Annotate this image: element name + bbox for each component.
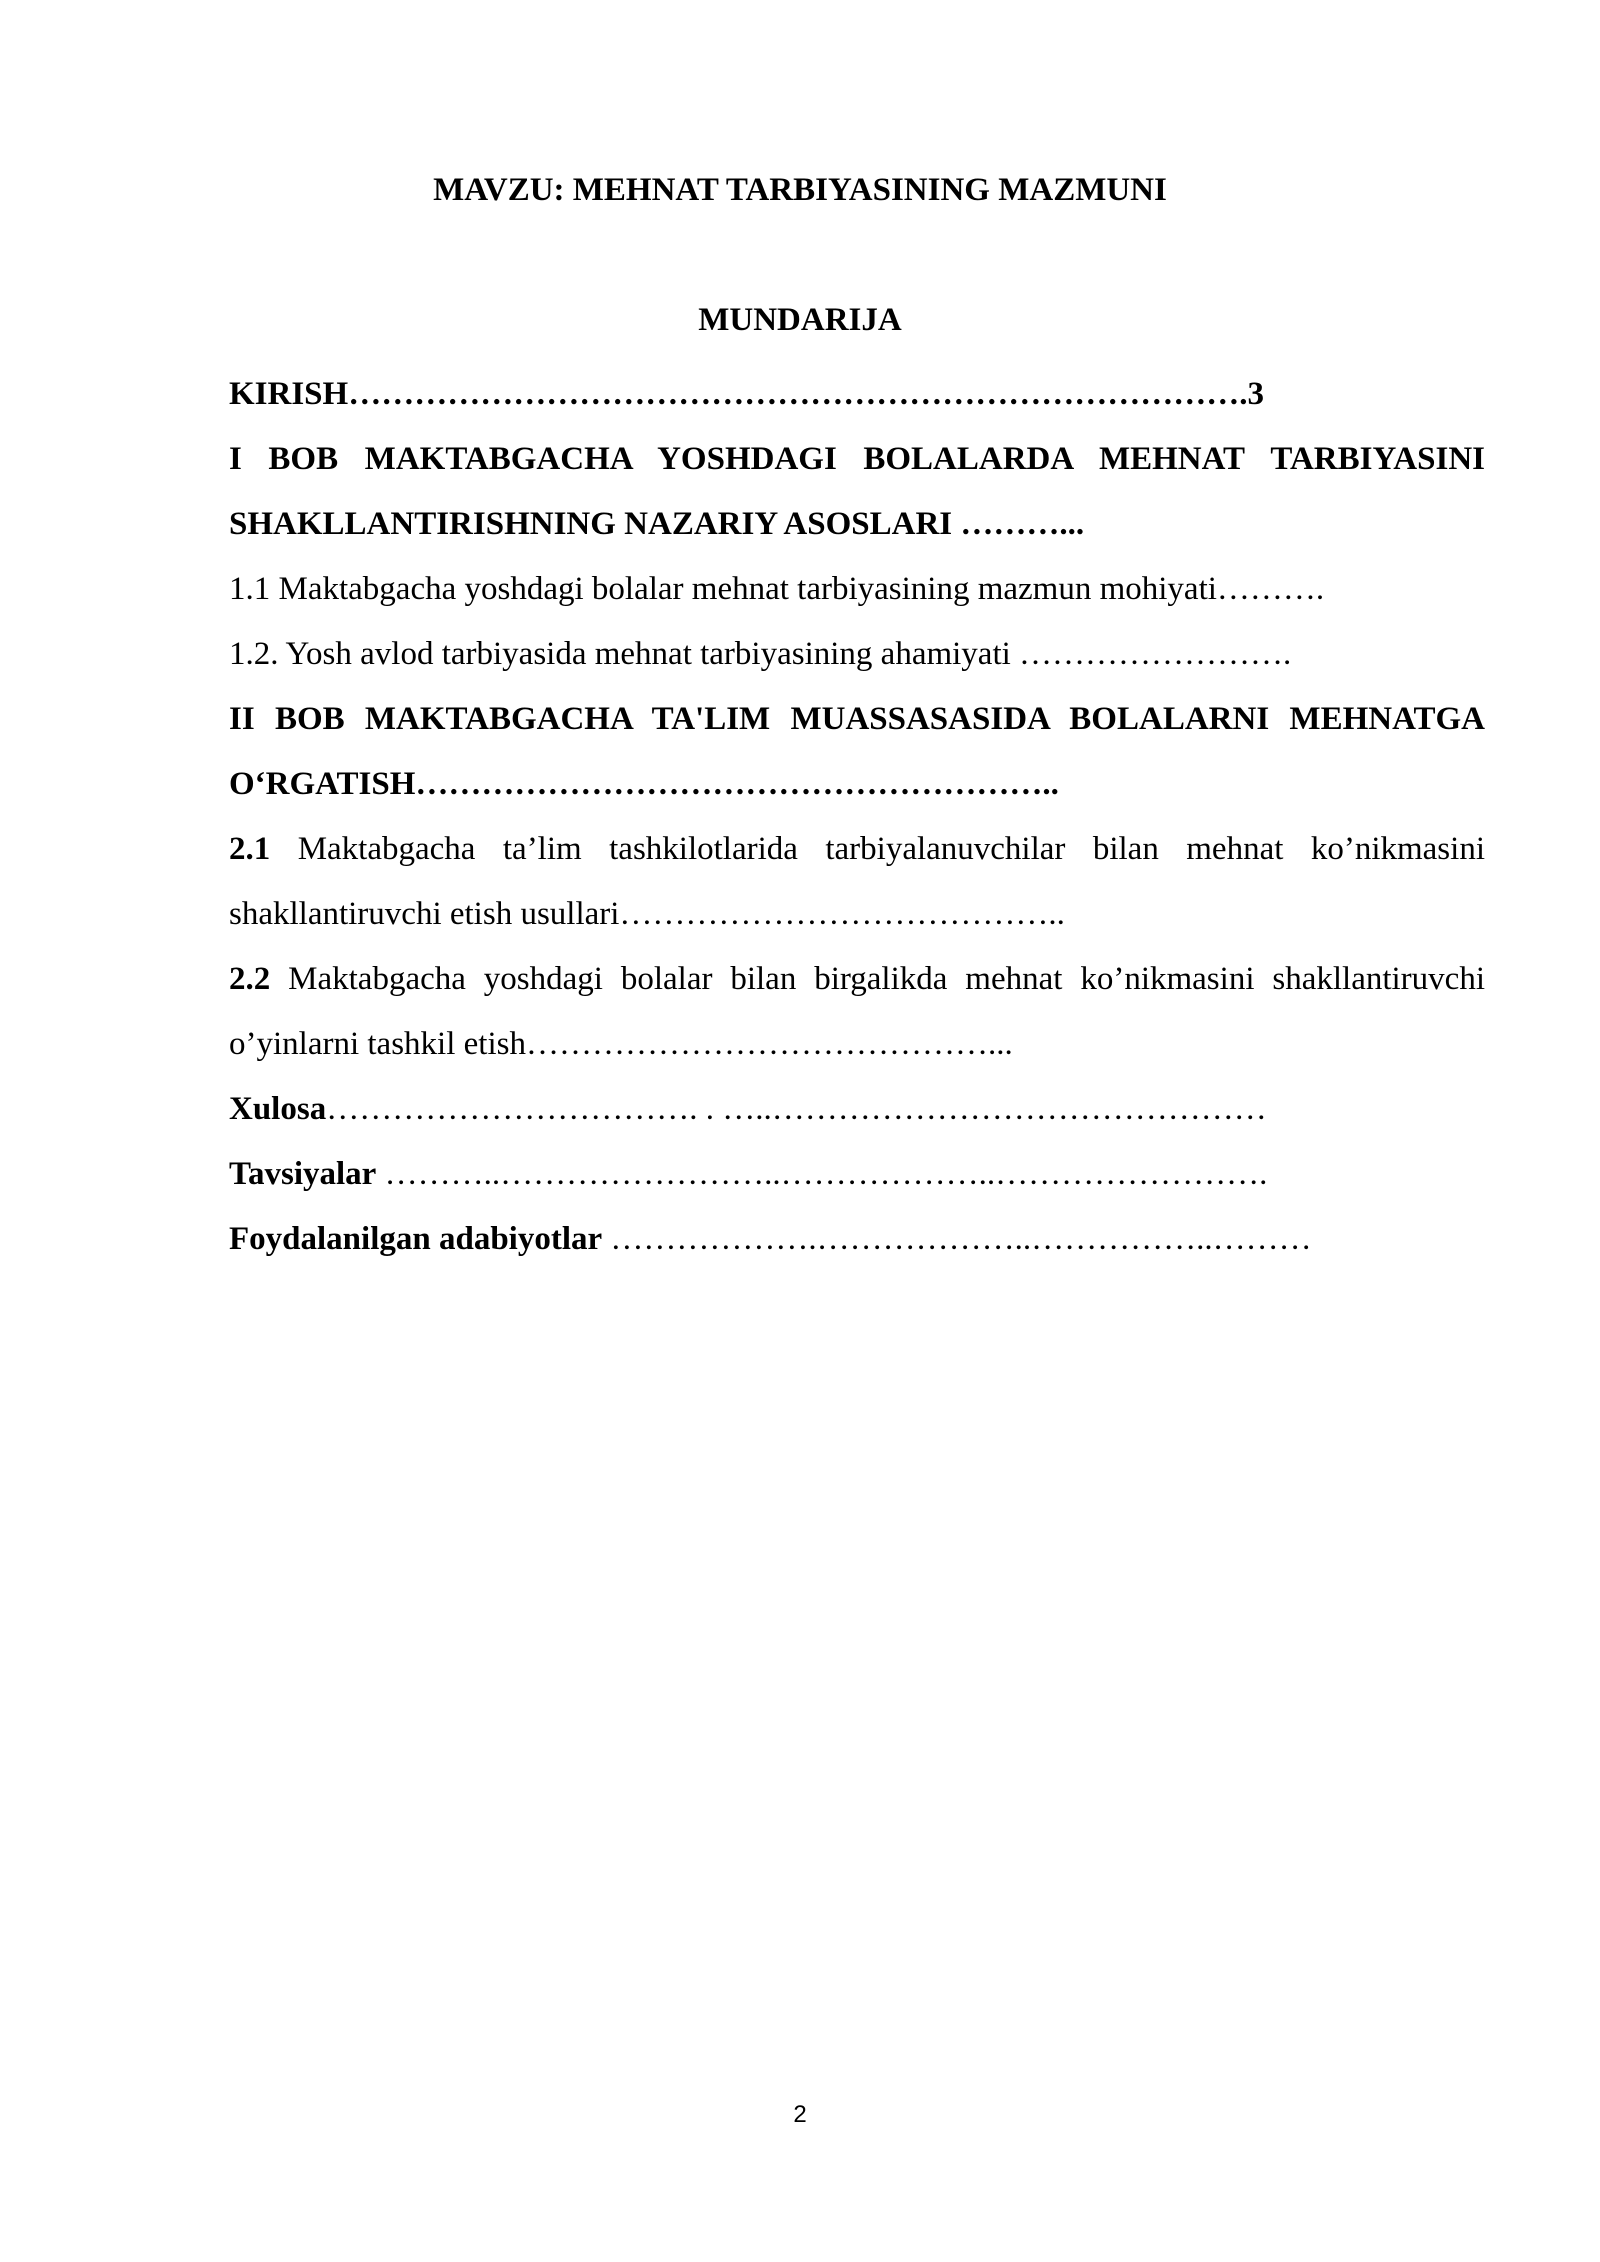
toc-heading: MUNDARIJA	[698, 302, 902, 338]
toc-entry-chapter-1: I BOB MAKTABGACHA YOSHDAGI BOLALARDA MEHNAT TARBIYASINI SHAKLLANTIRISHNING NAZARIY ASOSLARI ………...	[229, 441, 1485, 542]
entry-label: Xulosa	[229, 1091, 327, 1127]
toc-entry-section-2-2	[229, 947, 1485, 1077]
toc-entry-foydalanilgan-adabiyotlar	[229, 1207, 1485, 1272]
entry-leader-dots: ……………….………………..……………..………	[602, 1221, 1312, 1257]
entry-leader-dots: ………..……………………..………………..…………………….	[376, 1156, 1268, 1192]
toc-entry-chapter-2: II BOB MAKTABGACHA TA'LIM MUASSASASIDA BOLALARNI MEHNATGA O‘RGATISH…………………………………………………..	[229, 701, 1485, 802]
section-title: Maktabgacha yoshdagi bolalar bilan birgalikda mehnat ko’nikmasini shakllantiruvchi o’yinlarni tashkil etish……………………………………...	[229, 961, 1485, 1062]
section-number: 2.2	[229, 961, 271, 997]
section-number: 2.1	[229, 831, 271, 867]
toc-entry-section-1-1: 1.1 Maktabgacha yoshdagi bolalar mehnat tarbiyasining mazmun mohiyati……….	[229, 571, 1325, 607]
section-title: Maktabgacha ta’lim tashkilotlarida tarbiyalanuvchilar bilan mehnat ko’nikmasini shakllantiruvchi etish usullari…………………………………..	[229, 831, 1485, 932]
toc-entry-xulosa	[229, 1077, 1485, 1142]
toc-entry-tavsiyalar	[229, 1142, 1485, 1207]
toc-entry-kirish: KIRISH……………………………………………………………………….3	[229, 376, 1264, 412]
toc-entry-section-2-1	[229, 817, 1485, 947]
entry-label: Tavsiyalar	[229, 1156, 377, 1192]
entry-leader-dots: ……………………………. . …..………………………………………	[326, 1091, 1267, 1127]
entry-label: Foydalanilgan adabiyotlar	[229, 1221, 603, 1257]
toc-entry-section-1-2: 1.2. Yosh avlod tarbiyasida mehnat tarbiyasining ahamiyati …………………….	[229, 636, 1292, 672]
topic-title: MAVZU: MEHNAT TARBIYASINING MAZMUNI	[433, 172, 1167, 208]
table-of-contents	[229, 362, 1485, 1272]
page-number: 2	[793, 2101, 807, 2128]
